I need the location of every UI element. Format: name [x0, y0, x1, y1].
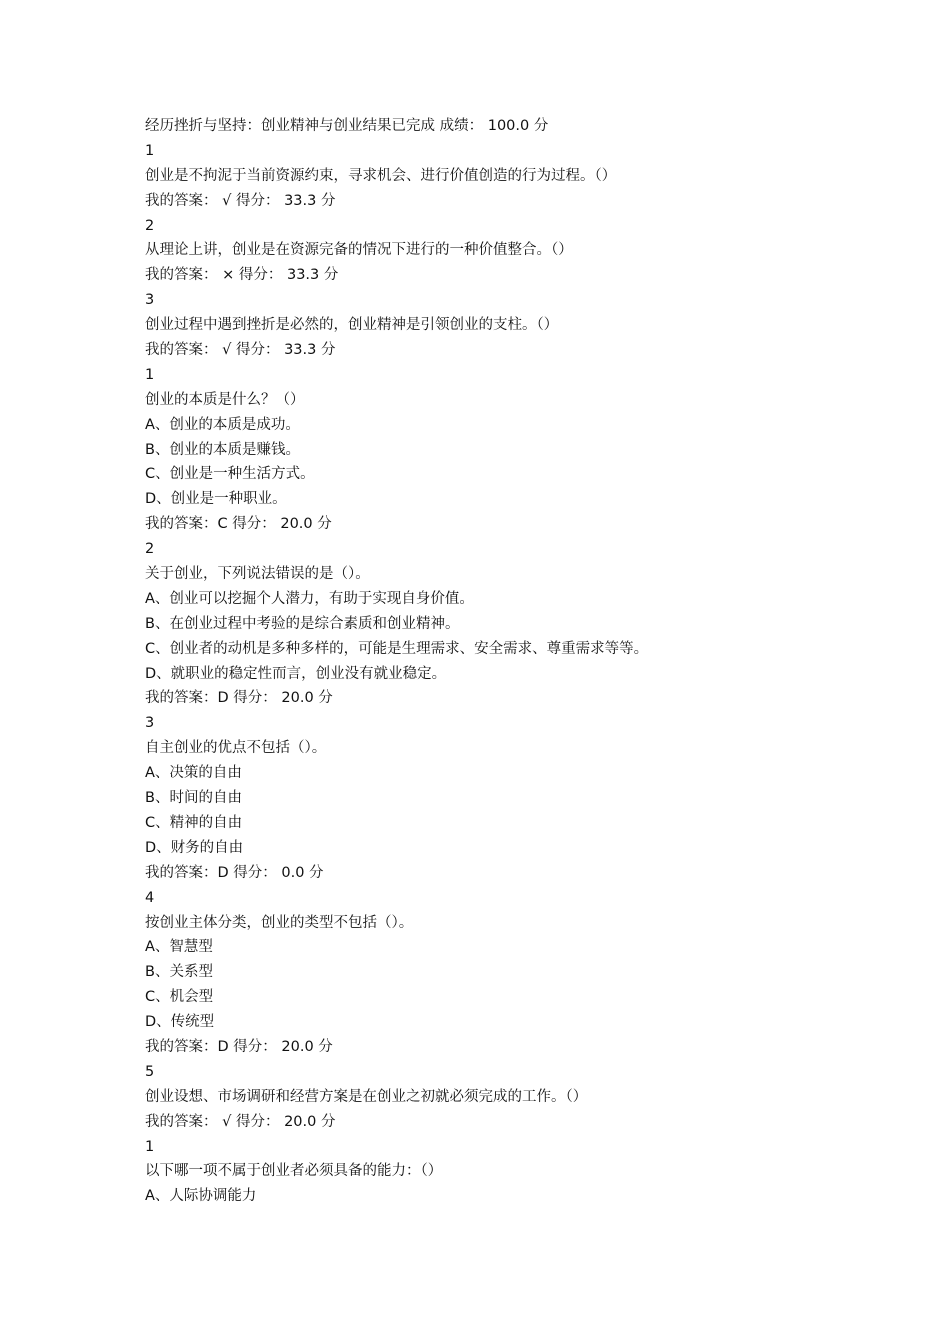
answer-line: 我的答案： √ 得分： 20.0 分 — [145, 1113, 336, 1130]
question-text: 自主创业的优点不包括（）。 — [145, 740, 327, 757]
answer-line: 我的答案：D 得分： 0.0 分 — [145, 864, 324, 881]
option-line: B、创业的本质是赚钱。 — [145, 441, 300, 458]
question-text: 创业设想、市场调研和经营方案是在创业之初就必须完成的工作。（） — [145, 1088, 588, 1105]
document-title: 经历挫折与坚持：创业精神与创业结果已完成 成绩： 100.0 分 — [145, 118, 549, 134]
option-line: D、传统型 — [145, 1014, 215, 1031]
question-number: 4 — [145, 889, 155, 906]
option-line: A、智慧型 — [145, 939, 213, 956]
document-body — [145, 114, 905, 1209]
option-line: B、在创业过程中考验的是综合素质和创业精神。 — [145, 615, 460, 632]
question-text: 关于创业，下列说法错误的是（）。 — [145, 566, 370, 583]
question-number: 1 — [145, 366, 155, 383]
option-line: C、机会型 — [145, 989, 214, 1006]
option-line: D、财务的自由 — [145, 839, 244, 856]
answer-line: 我的答案： × 得分： 33.3 分 — [145, 267, 339, 284]
question-text: 创业的本质是什么？（） — [145, 391, 305, 408]
question-text: 以下哪一项不属于创业者必须具备的能力：（） — [145, 1163, 443, 1180]
answer-line: 我的答案： √ 得分： 33.3 分 — [145, 192, 336, 209]
option-line: B、时间的自由 — [145, 790, 242, 807]
question-number: 2 — [145, 541, 155, 558]
question-number: 3 — [145, 292, 155, 309]
option-line: D、创业是一种职业。 — [145, 491, 287, 508]
question-text: 创业过程中遇到挫折是必然的，创业精神是引领创业的支柱。（） — [145, 317, 559, 334]
question-number: 1 — [145, 1138, 155, 1155]
option-line: C、创业是一种生活方式。 — [145, 466, 315, 483]
option-line: A、创业可以挖掘个人潜力，有助于实现自身价值。 — [145, 590, 474, 607]
question-number: 1 — [145, 142, 155, 159]
option-line: C、精神的自由 — [145, 814, 243, 831]
option-line: A、创业的本质是成功。 — [145, 416, 300, 433]
question-text: 从理论上讲，创业是在资源完备的情况下进行的一种价值整合。（） — [145, 242, 573, 259]
question-text: 创业是不拘泥于当前资源约束，寻求机会、进行价值创造的行为过程。（） — [145, 167, 617, 184]
option-line: A、决策的自由 — [145, 765, 242, 782]
answer-line: 我的答案：D 得分： 20.0 分 — [145, 690, 333, 707]
answer-line: 我的答案： √ 得分： 33.3 分 — [145, 342, 336, 359]
option-line: D、就职业的稳定性而言，创业没有就业稳定。 — [145, 665, 447, 682]
answer-line: 我的答案：C 得分： 20.0 分 — [145, 516, 332, 533]
question-number: 2 — [145, 217, 155, 234]
question-text: 按创业主体分类，创业的类型不包括（）。 — [145, 914, 414, 931]
answer-line: 我的答案：D 得分： 20.0 分 — [145, 1038, 333, 1055]
option-line: C、创业者的动机是多种多样的，可能是生理需求、安全需求、尊重需求等等。 — [145, 640, 649, 657]
question-number: 3 — [145, 715, 155, 732]
option-line: A、人际协调能力 — [145, 1188, 257, 1205]
option-line: B、关系型 — [145, 964, 213, 981]
question-number: 5 — [145, 1063, 155, 1080]
